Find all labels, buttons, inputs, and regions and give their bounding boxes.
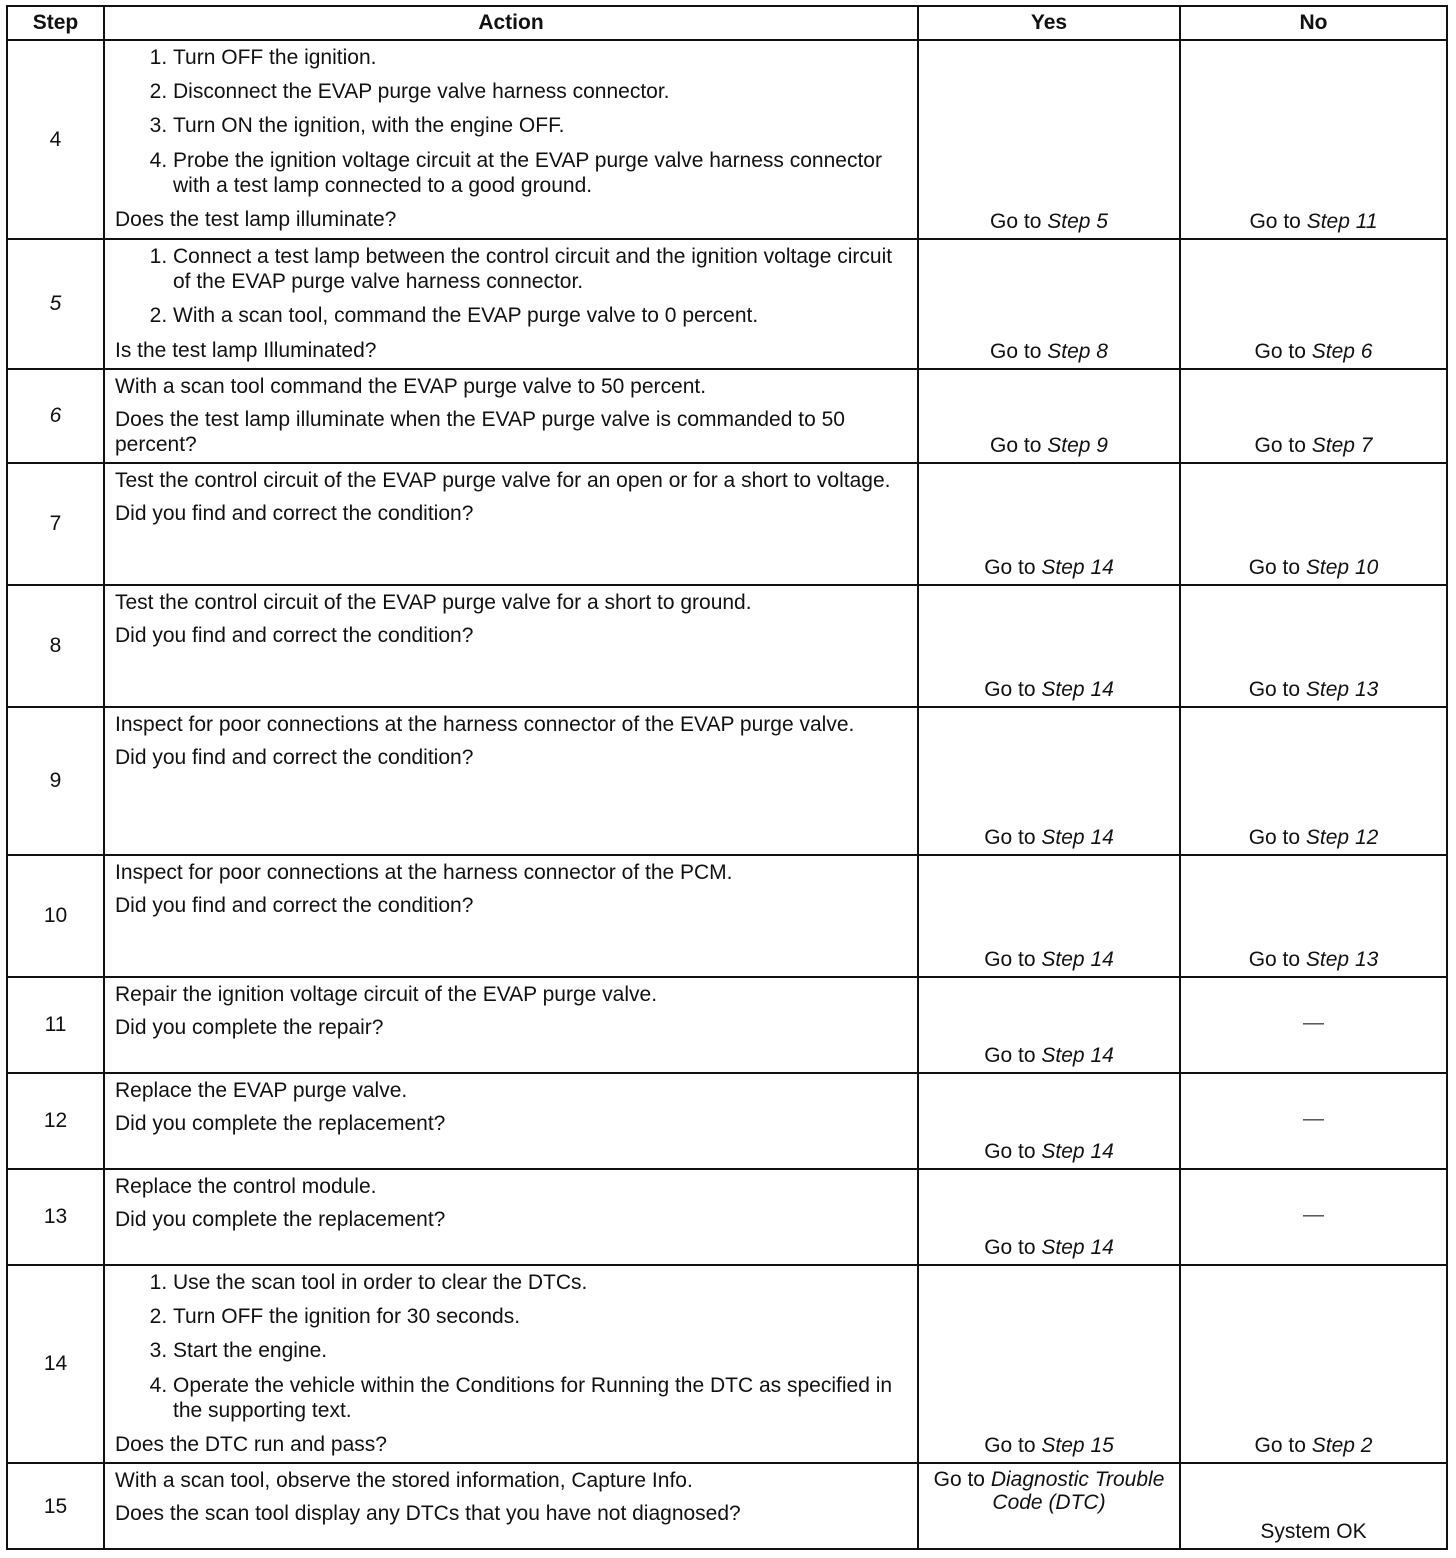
yes-link[interactable]: [984, 1140, 1114, 1163]
action-cell: [104, 1073, 918, 1169]
step-number: 6: [7, 369, 104, 463]
yes-link[interactable]: [984, 948, 1114, 971]
action-cell: [104, 855, 918, 977]
yes-target: Step 14: [1041, 947, 1114, 971]
table-row: [7, 1169, 1447, 1265]
goto-label: Go to: [1254, 339, 1306, 363]
goto-label: Go to: [1254, 433, 1306, 457]
action-cell: [104, 239, 918, 369]
no-link[interactable]: [1249, 678, 1379, 701]
no-cell: [1180, 707, 1447, 855]
no-link[interactable]: [1255, 340, 1373, 363]
action-cell: [104, 977, 918, 1073]
action-list: [115, 45, 905, 207]
step-number: 8: [7, 585, 104, 707]
yes-link[interactable]: [984, 1434, 1114, 1457]
yes-target: Step 14: [1041, 825, 1114, 849]
goto-label: Go to: [1248, 677, 1301, 701]
yes-cell: [918, 1169, 1180, 1265]
yes-cell: [918, 369, 1180, 463]
yes-cell: [918, 1463, 1180, 1549]
no-dash: —: [1303, 1011, 1324, 1035]
question: Does the test lamp illuminate?: [115, 207, 397, 231]
yes-target: Step 14: [1041, 1235, 1114, 1259]
step-number: 13: [7, 1169, 104, 1265]
header-no: No: [1180, 6, 1447, 40]
action-cell: [104, 1169, 918, 1265]
yes-cell: [918, 585, 1180, 707]
goto-label: Go to: [990, 339, 1042, 363]
yes-target: Step 5: [1047, 209, 1108, 233]
no-target: Step 6: [1311, 339, 1373, 363]
step-number: 9: [7, 707, 104, 855]
no-dash: —: [1303, 1107, 1324, 1131]
action-text: Replace the EVAP purge valve.: [115, 1079, 408, 1102]
action-text: Inspect for poor connections at the harness connector of the EVAP purge valve.: [115, 713, 855, 736]
no-link[interactable]: [1255, 434, 1373, 457]
action-item: 1. Turn OFF the ignition.: [173, 45, 905, 70]
goto-label: Go to: [984, 1235, 1036, 1259]
table-row: [7, 855, 1447, 977]
goto-label: Go to: [984, 947, 1036, 971]
no-link[interactable]: [1249, 556, 1379, 579]
action-cell: [104, 369, 918, 463]
yes-cell: [918, 1265, 1180, 1463]
action-cell: [104, 1265, 918, 1463]
no-cell: [1180, 1169, 1447, 1265]
yes-target: Step 8: [1047, 339, 1108, 363]
no-target: Step 7: [1311, 433, 1373, 457]
yes-cell: [918, 40, 1180, 239]
no-cell: [1180, 463, 1447, 585]
no-cell: [1180, 40, 1447, 239]
header-action: Action: [104, 6, 918, 40]
yes-link[interactable]: [984, 1236, 1114, 1259]
goto-label: Go to: [990, 209, 1042, 233]
question: Did you complete the replacement?: [115, 1208, 446, 1232]
header-row: [7, 6, 1447, 40]
step-number: 10: [7, 855, 104, 977]
yes-link[interactable]: [984, 556, 1114, 579]
table-row: [7, 1073, 1447, 1169]
no-target: Step 12: [1305, 825, 1379, 849]
yes-cell: [918, 707, 1180, 855]
action-item: 1. Use the scan tool in order to clear the DTCs.: [173, 1270, 905, 1295]
no-target: Step 11: [1306, 209, 1378, 233]
header-step: Step: [7, 6, 104, 40]
no-target: Step 10: [1305, 555, 1379, 579]
goto-label: Go to: [1248, 555, 1301, 579]
step-number: 15: [7, 1463, 104, 1549]
table-row: [7, 369, 1447, 463]
goto-label: Go to: [1248, 947, 1301, 971]
no-cell: [1180, 239, 1447, 369]
goto-label: Go to: [1248, 825, 1301, 849]
question: Does the test lamp illuminate when the EVAP purge valve is commanded to 50 percent?: [115, 408, 845, 457]
action-text: Repair the ignition voltage circuit of the EVAP purge valve.: [115, 983, 658, 1006]
yes-link[interactable]: [919, 1468, 1179, 1514]
goto-label: Go to: [984, 1433, 1036, 1457]
table-row: [7, 1463, 1447, 1549]
goto-label: Go to: [984, 825, 1036, 849]
action-item: 2. Turn OFF the ignition for 30 seconds.: [173, 1304, 905, 1329]
action-list: [115, 244, 905, 338]
goto-label: Go to: [990, 433, 1042, 457]
table-row: [7, 239, 1447, 369]
question: Did you complete the repair?: [115, 1016, 384, 1040]
action-text: With a scan tool command the EVAP purge valve to 50 percent.: [115, 375, 707, 398]
question: Did you complete the replacement?: [115, 1112, 446, 1136]
goto-label: Go to: [984, 1139, 1036, 1163]
table-row: [7, 1265, 1447, 1463]
question: Does the scan tool display any DTCs that you have not diagnosed?: [115, 1502, 741, 1526]
goto-label: Go to: [933, 1468, 985, 1491]
action-item: 4. Probe the ignition voltage circuit at the EVAP purge valve harness connector with a test lamp connected to a good ground.: [173, 148, 905, 198]
goto-label: Go to: [984, 1043, 1036, 1067]
action-cell: [104, 463, 918, 585]
no-target: Step 13: [1305, 947, 1379, 971]
diagnostic-table: [6, 5, 1448, 1550]
goto-label: Go to: [1254, 1433, 1306, 1457]
action-item: 3. Start the engine.: [173, 1338, 905, 1363]
action-list: [115, 1270, 905, 1432]
yes-target: Diagnostic Trouble Code (DTC): [990, 1468, 1165, 1515]
step-number: 5: [7, 239, 104, 369]
yes-target: Step 14: [1041, 677, 1114, 701]
goto-label: Go to: [984, 677, 1036, 701]
action-cell: [104, 707, 918, 855]
step-number: 4: [7, 40, 104, 239]
action-item: 3. Turn ON the ignition, with the engine OFF.: [173, 113, 905, 138]
no-cell: [1180, 977, 1447, 1073]
table-row: [7, 463, 1447, 585]
table-row: [7, 585, 1447, 707]
step-number: 12: [7, 1073, 104, 1169]
question: Did you find and correct the condition?: [115, 624, 474, 648]
action-cell: [104, 585, 918, 707]
yes-target: Step 15: [1041, 1433, 1114, 1457]
yes-cell: [918, 1073, 1180, 1169]
yes-link[interactable]: [984, 678, 1114, 701]
yes-link[interactable]: [990, 210, 1108, 233]
question: Does the DTC run and pass?: [115, 1432, 387, 1456]
question: Did you find and correct the condition?: [115, 894, 474, 918]
no-cell: [1180, 1265, 1447, 1463]
header-yes: Yes: [918, 6, 1180, 40]
yes-cell: [918, 855, 1180, 977]
action-text: Inspect for poor connections at the harness connector of the PCM.: [115, 861, 733, 884]
action-text: Test the control circuit of the EVAP purge valve for a short to ground.: [115, 591, 752, 614]
table-row: [7, 977, 1447, 1073]
yes-cell: [918, 463, 1180, 585]
no-cell: [1180, 1073, 1447, 1169]
yes-target: Step 14: [1041, 1043, 1114, 1067]
action-item: 2. Disconnect the EVAP purge valve harness connector.: [173, 79, 905, 104]
action-text: Test the control circuit of the EVAP purge valve for an open or for a short to voltage.: [115, 469, 891, 492]
table-row: [7, 707, 1447, 855]
table-row: [7, 40, 1447, 239]
goto-label: Go to: [1249, 209, 1301, 233]
no-link[interactable]: [1255, 1434, 1373, 1457]
yes-link[interactable]: [984, 826, 1114, 849]
no-target: Step 13: [1305, 677, 1379, 701]
no-cell: [1180, 855, 1447, 977]
no-link[interactable]: [1249, 826, 1379, 849]
step-number: 7: [7, 463, 104, 585]
action-item: 2. With a scan tool, command the EVAP purge valve to 0 percent.: [173, 303, 905, 328]
action-item: 4. Operate the vehicle within the Conditions for Running the DTC as specified in the supporting text.: [173, 1373, 905, 1423]
no-target: Step 2: [1311, 1433, 1373, 1457]
yes-target: Step 9: [1047, 433, 1108, 457]
action-cell: [104, 40, 918, 239]
yes-cell: [918, 239, 1180, 369]
no-cell: [1180, 585, 1447, 707]
yes-target: Step 14: [1041, 555, 1114, 579]
action-text: Replace the control module.: [115, 1175, 377, 1198]
system-ok-text: System OK: [1260, 1520, 1367, 1543]
no-dash: —: [1303, 1203, 1324, 1227]
no-cell: [1180, 1463, 1447, 1549]
yes-cell: [918, 977, 1180, 1073]
action-cell: [104, 1463, 918, 1549]
no-link[interactable]: [1249, 210, 1377, 233]
action-item: 1. Connect a test lamp between the control circuit and the ignition voltage circuit of the EVAP purge valve harness connector.: [173, 244, 905, 294]
question: Did you find and correct the condition?: [115, 502, 474, 526]
question: Is the test lamp Illuminated?: [115, 338, 377, 362]
step-number: 11: [7, 977, 104, 1073]
yes-target: Step 14: [1041, 1139, 1114, 1163]
no-cell: [1180, 369, 1447, 463]
step-number: 14: [7, 1265, 104, 1463]
goto-label: Go to: [984, 555, 1036, 579]
yes-link[interactable]: [990, 340, 1108, 363]
yes-link[interactable]: [990, 434, 1108, 457]
question: Did you find and correct the condition?: [115, 746, 474, 770]
action-text: With a scan tool, observe the stored information, Capture Info.: [115, 1469, 693, 1492]
no-link[interactable]: [1249, 948, 1379, 971]
yes-link[interactable]: [984, 1044, 1114, 1067]
